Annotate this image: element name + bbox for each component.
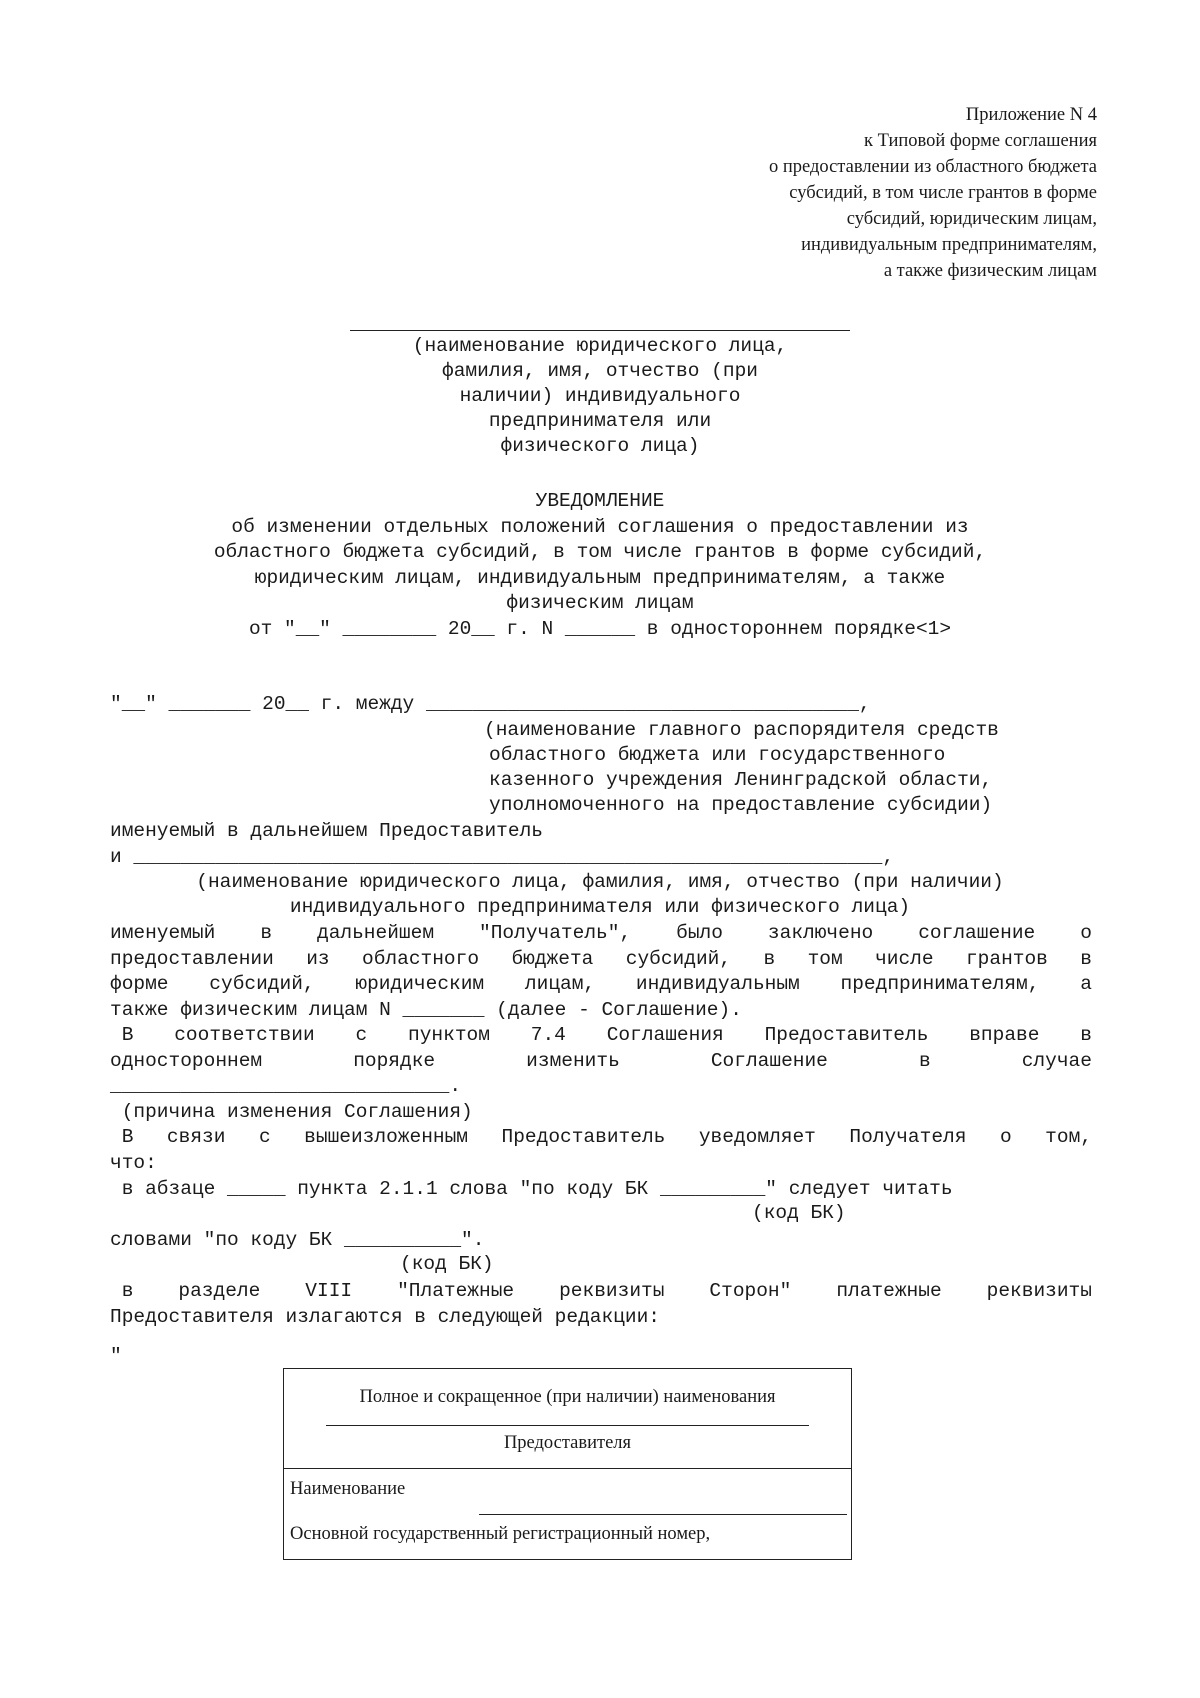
word: Предоставитель: [764, 1024, 929, 1046]
word: Сторон": [709, 1280, 792, 1302]
kbk-caption: (код БК): [400, 1253, 494, 1275]
word: в: [260, 922, 273, 944]
paragraph-line: [110, 1049, 1092, 1075]
word: из: [306, 947, 330, 970]
word: с: [355, 1024, 368, 1046]
reason-blank-line: _____________________________.: [110, 1075, 462, 1097]
paragraph-line: [110, 1023, 1092, 1049]
word: Соглашения: [606, 1024, 724, 1046]
word: с: [258, 1126, 271, 1148]
appendix-line: к Типовой форме соглашения: [864, 131, 1097, 151]
word: платежные: [836, 1280, 942, 1302]
word: случае: [1021, 1049, 1092, 1072]
word: связи: [166, 1126, 226, 1148]
addressee-blank-line: [350, 330, 850, 331]
table-row-blank: [479, 1514, 847, 1515]
appendix-line: о предоставлении из областного бюджета: [768, 157, 1097, 177]
paragraph-line: [110, 947, 1092, 973]
word: предоставлении: [110, 947, 274, 970]
word: уведомляет: [698, 1126, 816, 1148]
agreement-date-line: "__" _______ 20__ г. между _____________________________________,: [110, 693, 871, 715]
word: "Платежные: [397, 1280, 515, 1302]
notice-subtitle-line: физическим лицам: [506, 592, 694, 614]
appendix-header: [577, 102, 1097, 284]
addressee-note-line: (наименование юридического лица,: [412, 335, 788, 357]
paragraph-line: что:: [110, 1151, 157, 1174]
word: лицам,: [524, 973, 596, 995]
requisites-paragraph: [110, 1279, 1092, 1330]
word: субсидий,: [625, 947, 732, 970]
grantor-note-line: уполномоченного на предоставление субсидии): [489, 794, 993, 816]
paragraph-line: также физическим лицам N _______ (далее - Соглашение).: [110, 998, 742, 1021]
agreement-paragraph: [110, 921, 1092, 1023]
paragraph-line: Предоставителя излагаются в следующей редакции:: [110, 1305, 660, 1328]
word: том: [807, 947, 843, 970]
appendix-line: субсидий, в том числе грантов в форме: [789, 183, 1097, 203]
grantor-note-line: (наименование главного распорядителя средств: [484, 719, 999, 741]
addressee-note-line: наличии) индивидуального: [459, 385, 741, 407]
word: субсидий,: [209, 973, 315, 995]
word: дальнейшем: [317, 922, 435, 944]
notification-paragraph: [110, 1125, 1092, 1176]
addressee-note-line: физического лица): [500, 435, 700, 457]
table-header-rule: [326, 1425, 809, 1426]
word: Получателя: [849, 1126, 967, 1148]
notice-heading: [0, 489, 1200, 642]
grantor-named-line: именуемый в дальнейшем Предоставитель: [110, 820, 543, 842]
reason-note: (причина изменения Соглашения): [110, 1100, 473, 1123]
word: В: [110, 1024, 134, 1046]
word: именуемый: [110, 922, 216, 944]
appendix-line: Приложение N 4: [965, 105, 1097, 125]
word: форме: [110, 973, 169, 995]
notice-subtitle-line: юридическим лицам, индивидуальным предпринимателям, а также: [254, 566, 946, 589]
word: 7.4: [530, 1024, 566, 1046]
word: пунктом: [408, 1024, 490, 1046]
word: Соглашение: [710, 1049, 828, 1072]
notice-title: УВЕДОМЛЕНИЕ: [535, 490, 665, 512]
paragraph-line: [110, 921, 1092, 947]
word: "Получатель",: [479, 922, 632, 944]
word: соответствии: [174, 1024, 315, 1046]
word: предпринимателям,: [840, 973, 1040, 995]
word: В: [110, 1126, 134, 1148]
word: в: [918, 1049, 931, 1072]
appendix-line: субсидий, юридическим лицам,: [846, 209, 1097, 229]
paragraph-line: [110, 972, 1092, 998]
word: вправе: [969, 1024, 1040, 1046]
appendix-line: а также физическим лицам: [883, 261, 1097, 281]
recipient-note-line: индивидуального предпринимателя или физического лица): [289, 896, 911, 918]
kbk-new-line: словами "по коду БК __________".: [110, 1229, 485, 1251]
word: а: [1080, 973, 1092, 995]
word: разделе: [178, 1280, 261, 1302]
appendix-line: индивидуальным предпринимателям,: [801, 235, 1097, 255]
notice-date-line: от "__" ________ 20__ г. N ______ в одностороннем порядке<1>: [248, 617, 952, 640]
clause-paragraph: [110, 1023, 1092, 1125]
table-header-line: Полное и сокращенное (при наличии) наименования: [359, 1387, 776, 1407]
grantor-note-line: областного бюджета или государственного: [489, 744, 946, 766]
word: областного: [362, 947, 480, 970]
word: реквизиты: [986, 1280, 1092, 1302]
paragraph-line: [110, 1279, 1092, 1305]
notice-subtitle-line: областного бюджета субсидий, в том числе грантов в форме субсидий,: [213, 541, 987, 563]
word: порядке: [353, 1049, 436, 1072]
grantor-note-line: казенного учреждения Ленинградской области,: [489, 769, 993, 791]
word: числе: [875, 947, 934, 970]
recipient-blank-line: и ________________________________________________________________,: [110, 846, 895, 868]
word: заключено: [767, 922, 874, 944]
word: в: [1080, 1024, 1092, 1046]
word: о: [999, 1126, 1012, 1148]
word: одностороннем: [110, 1049, 263, 1072]
word: VIII: [305, 1280, 353, 1302]
word: изменить: [526, 1049, 620, 1072]
word: индивидуальным: [635, 973, 800, 995]
paragraph-line: [110, 1125, 1092, 1151]
recipient-note-line: (наименование юридического лица, фамилия, имя, отчество (при наличии): [196, 871, 1004, 893]
word: Предоставитель: [501, 1126, 666, 1148]
table-row-label: Основной государственный регистрационный номер,: [290, 1524, 711, 1544]
addressee-note-line: фамилия, имя, отчество (при: [442, 360, 758, 382]
table-row-label: Наименование: [290, 1479, 406, 1499]
word: о: [1080, 922, 1092, 944]
word: в: [1080, 947, 1092, 970]
table-divider: [284, 1468, 851, 1469]
word: бюджета: [511, 947, 594, 970]
word: юридическим: [355, 973, 485, 995]
word: грантов: [965, 947, 1048, 970]
addressee-note-line: предпринимателя или: [488, 410, 712, 432]
table-header-line: Предоставителя: [503, 1433, 632, 1453]
notice-subtitle-line: об изменении отдельных положений соглашения о предоставлении из: [231, 515, 969, 538]
requisites-table: [283, 1368, 852, 1560]
word: реквизиты: [559, 1280, 665, 1302]
kbk-change-line: в абзаце _____ пункта 2.1.1 слова "по коду БК _________" следует читать: [110, 1178, 953, 1200]
word: в: [763, 947, 776, 970]
word: соглашение: [918, 922, 1036, 944]
word: вышеизложенным: [304, 1126, 468, 1148]
word: в: [110, 1280, 134, 1302]
opening-quote: ": [110, 1345, 122, 1367]
addressee-note: [0, 334, 1200, 459]
word: было: [676, 922, 723, 944]
word: том,: [1045, 1126, 1092, 1148]
kbk-caption: (код БК): [752, 1202, 846, 1224]
